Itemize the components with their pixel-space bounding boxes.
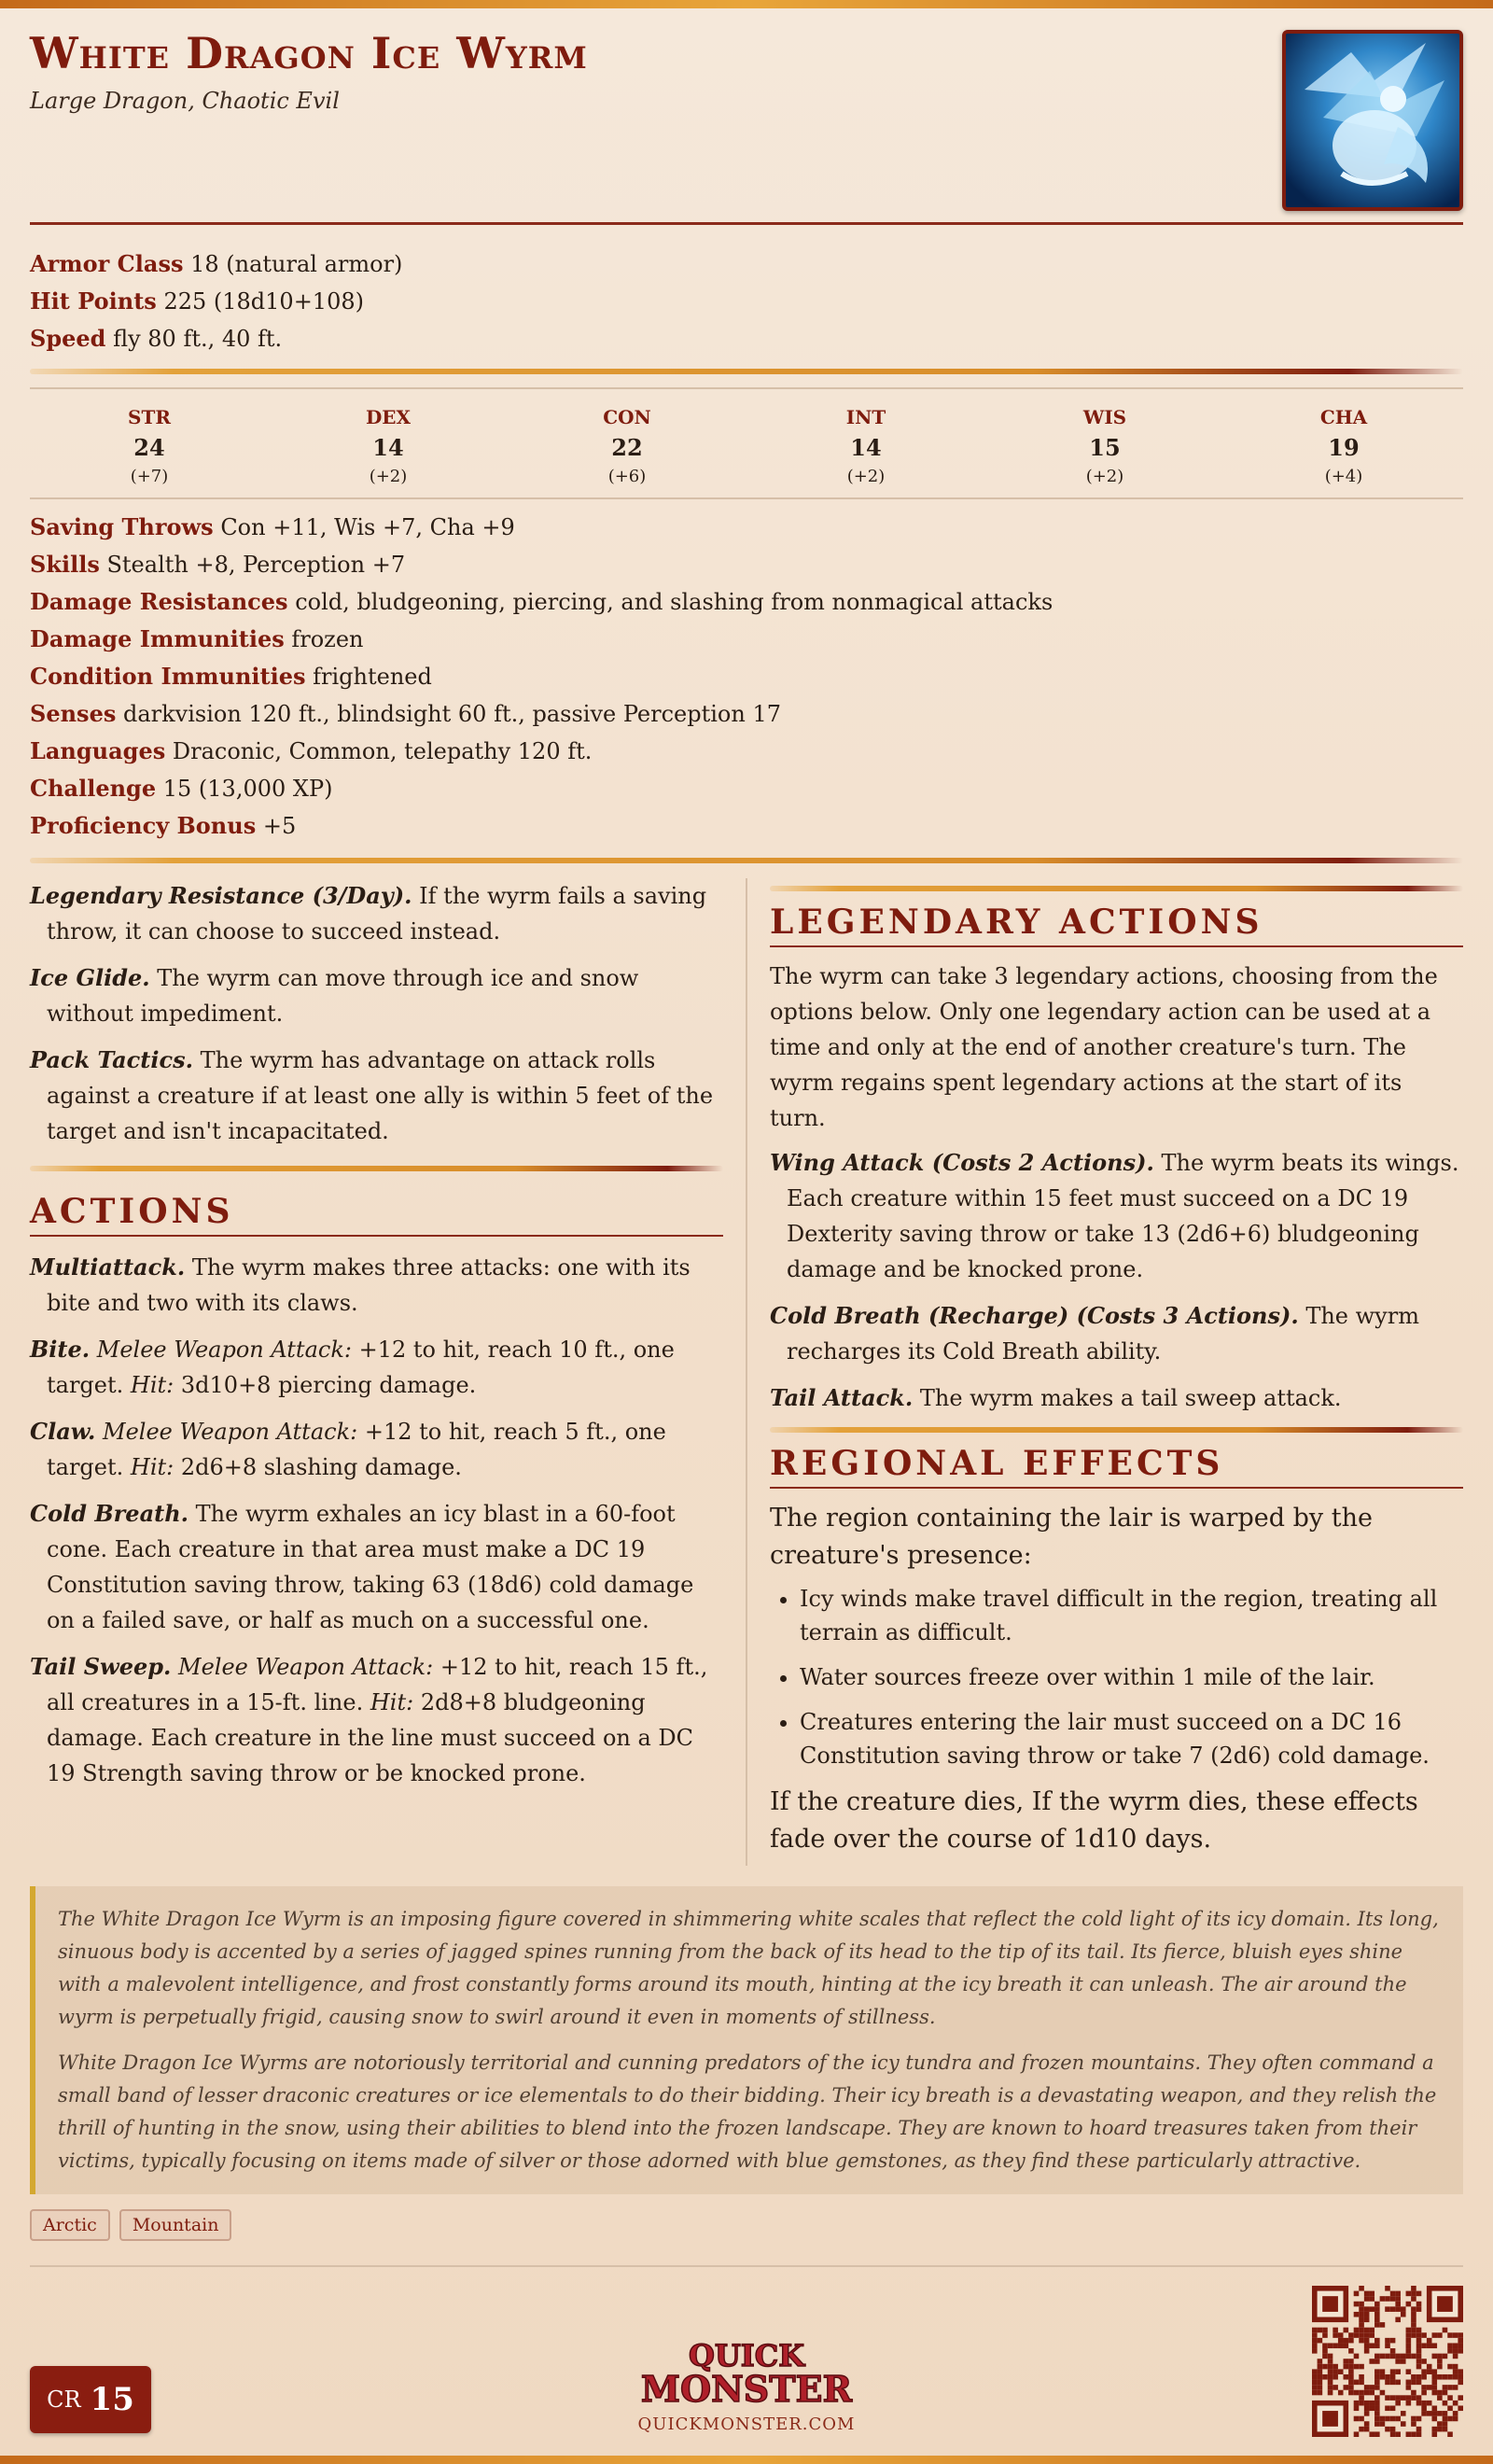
tag-mountain[interactable]: Mountain	[119, 2209, 232, 2241]
legendary-intro: The wyrm can take 3 legendary actions, choosing from the options below. Only one legendary action can be used at a time and only at the end of another creature's turn. The wyrm regains spent legendary actions at the start of its turn.	[770, 963, 1438, 1131]
armor-class-line: Armor Class 18 (natural armor)	[30, 250, 403, 277]
ability-scores	[30, 389, 1463, 499]
properties	[30, 499, 1463, 858]
damage-immunities-line: Damage Immunities frozen	[30, 625, 364, 652]
bottom-accent-bar	[0, 2456, 1493, 2464]
lore-paragraph: The White Dragon Ice Wyrm is an imposing figure covered in shimmering white scales that reflect the cold light of its icy domain. Its long, sinuous body is accented by a series of jagged spines running from the back of its head to the tip of its tail. Its fierce, bluish eyes shine with a malevolent intelligence, and frost constantly forms around its mouth, hinting at the icy breath it can unleash. The air around the wyrm is perpetually frigid, causing snow to swirl around it even in moments of stillness.	[58, 1908, 1439, 2028]
stat-int: INT 14 (+2)	[845, 406, 886, 486]
dragon-portrait-icon	[1286, 34, 1459, 207]
trait-legendary-resistance: Legendary Resistance (3/Day). If the wyrm fails a saving throw, it can choose to succeed instead.	[30, 882, 707, 945]
action-multiattack: Multiattack. The wyrm makes three attacks: one with its bite and two with its claws.	[30, 1253, 691, 1316]
section-divider	[30, 1166, 723, 1171]
monster-portrait[interactable]	[1282, 30, 1463, 211]
senses-line: Senses darkvision 120 ft., blindsight 60 ft., passive Perception 17	[30, 700, 782, 727]
environment-tags	[30, 2209, 1463, 2241]
languages-line: Languages Draconic, Common, telepathy 120 ft.	[30, 737, 593, 764]
qr-code-icon	[1312, 2286, 1463, 2437]
section-divider	[770, 1427, 1463, 1433]
damage-resistances-line: Damage Resistances cold, bludgeoning, piercing, and slashing from nonmagical attacks	[30, 588, 1053, 615]
stat-con: CON 22 (+6)	[603, 406, 651, 486]
right-column	[747, 878, 1463, 1866]
lore-paragraph: White Dragon Ice Wyrms are notoriously territorial and cunning predators of the icy tundra and frozen mountains. They often command a small band of lesser draconic creatures or ice elementals to do their bidding. Their icy breath is a devastating weapon, and they relish the thrill of hunting in the snow, using their abilities to blend into the frozen landscape. They are known to hoard treasures taken from their victims, typically focusing on items made of silver or those adorned with blue gemstones, as they find these particularly attractive.	[58, 2051, 1437, 2172]
action-cold-breath: Cold Breath. The wyrm exhales an icy blast in a 60-foot cone. Each creature in that area must make a DC 19 Constitution saving throw, taking 63 (18d6) cold damage on a failed save, or half as much on a successful one.	[30, 1500, 694, 1633]
legendary-tail-attack: Tail Attack. The wyrm makes a tail sweep attack.	[770, 1384, 1342, 1411]
trait-ice-glide: Ice Glide. The wyrm can move through ice and snow without impediment.	[30, 964, 639, 1027]
stat-cha: CHA 19 (+4)	[1319, 406, 1368, 486]
footer	[30, 2267, 1463, 2444]
monster-meta: Large Dragon, Chaotic Evil	[30, 88, 340, 114]
lore-description	[30, 1886, 1463, 2194]
stat-str: STR 24 (+7)	[128, 406, 171, 486]
section-divider	[30, 858, 1463, 863]
qr-code[interactable]	[1312, 2286, 1463, 2437]
actions-heading: ACTIONS	[30, 1192, 723, 1237]
action-tail-sweep: Tail Sweep. Melee Weapon Attack: +12 to hit, reach 15 ft., all creatures in a 15-ft. line. Hit: 2d8+8 bludgeoning damage. Each creature in the line must succeed on a DC 19 Strength saving throw or be knocked prone.	[30, 1653, 708, 1786]
cr-badge: CR 15	[30, 2366, 151, 2433]
list-item: • Water sources freeze over within 1 mile of the lair.	[800, 1660, 1463, 1694]
logo-line-1: QUICK	[688, 2338, 805, 2373]
regional-outro: If the creature dies, If the wyrm dies, these effects fade over the course of 1d10 days.	[770, 1787, 1418, 1854]
legendary-wing-attack: Wing Attack (Costs 2 Actions). The wyrm beats its wings. Each creature within 15 feet must succeed on a DC 19 Dexterity saving throw or take 13 (2d6+6) bludgeoning damage and be knocked prone.	[770, 1149, 1459, 1282]
logo-wordmark-icon	[616, 2334, 877, 2409]
two-column-body	[30, 878, 1463, 1866]
quickmonster-logo[interactable]	[616, 2334, 877, 2434]
action-bite: Bite. Melee Weapon Attack: +12 to hit, reach 10 ft., one target. Hit: 3d10+8 piercing damage.	[30, 1336, 675, 1398]
monster-name: White Dragon Ice Wyrm	[30, 28, 588, 78]
basic-attributes	[30, 225, 1463, 369]
action-claw: Claw. Melee Weapon Attack: +12 to hit, reach 5 ft., one target. Hit: 2d6+8 slashing damage.	[30, 1418, 666, 1480]
stat-wis: WIS 15 (+2)	[1082, 406, 1127, 486]
proficiency-bonus-line: Proficiency Bonus +5	[30, 812, 297, 839]
speed-line: Speed fly 80 ft., 40 ft.	[30, 325, 283, 352]
skills-line: Skills Stealth +8, Perception +7	[30, 551, 406, 578]
left-column	[30, 878, 747, 1866]
logo-url[interactable]: QUICKMONSTER.COM	[637, 2415, 856, 2434]
legendary-actions-heading: LEGENDARY ACTIONS	[770, 903, 1463, 947]
list-item: • Creatures entering the lair must succeed on a DC 16 Constitution saving throw or take 7 (2d6) cold damage.	[800, 1705, 1463, 1772]
condition-immunities-line: Condition Immunities frightened	[30, 663, 432, 690]
header	[30, 0, 1463, 222]
hit-points-line: Hit Points 225 (18d10+108)	[30, 287, 364, 315]
logo-line-2: MONSTER	[640, 2368, 853, 2409]
regional-effects-list	[770, 1582, 1463, 1772]
challenge-line: Challenge 15 (13,000 XP)	[30, 775, 333, 802]
section-divider	[770, 886, 1463, 891]
trait-pack-tactics: Pack Tactics. The wyrm has advantage on attack rolls against a creature if at least one ally is within 5 feet of the target and isn't incapacitated.	[30, 1046, 714, 1144]
tag-arctic[interactable]: Arctic	[30, 2209, 110, 2241]
saving-throws-line: Saving Throws Con +11, Wis +7, Cha +9	[30, 513, 515, 540]
legendary-cold-breath: Cold Breath (Recharge) (Costs 3 Actions). The wyrm recharges its Cold Breath ability.	[770, 1302, 1419, 1365]
stat-dex: DEX 14 (+2)	[365, 406, 412, 486]
regional-effects-heading: REGIONAL EFFECTS	[770, 1444, 1463, 1489]
section-divider	[30, 369, 1463, 374]
list-item: • Icy winds make travel difficult in the region, treating all terrain as difficult.	[800, 1582, 1463, 1649]
regional-intro: The region containing the lair is warped by the creature's presence:	[770, 1504, 1373, 1570]
